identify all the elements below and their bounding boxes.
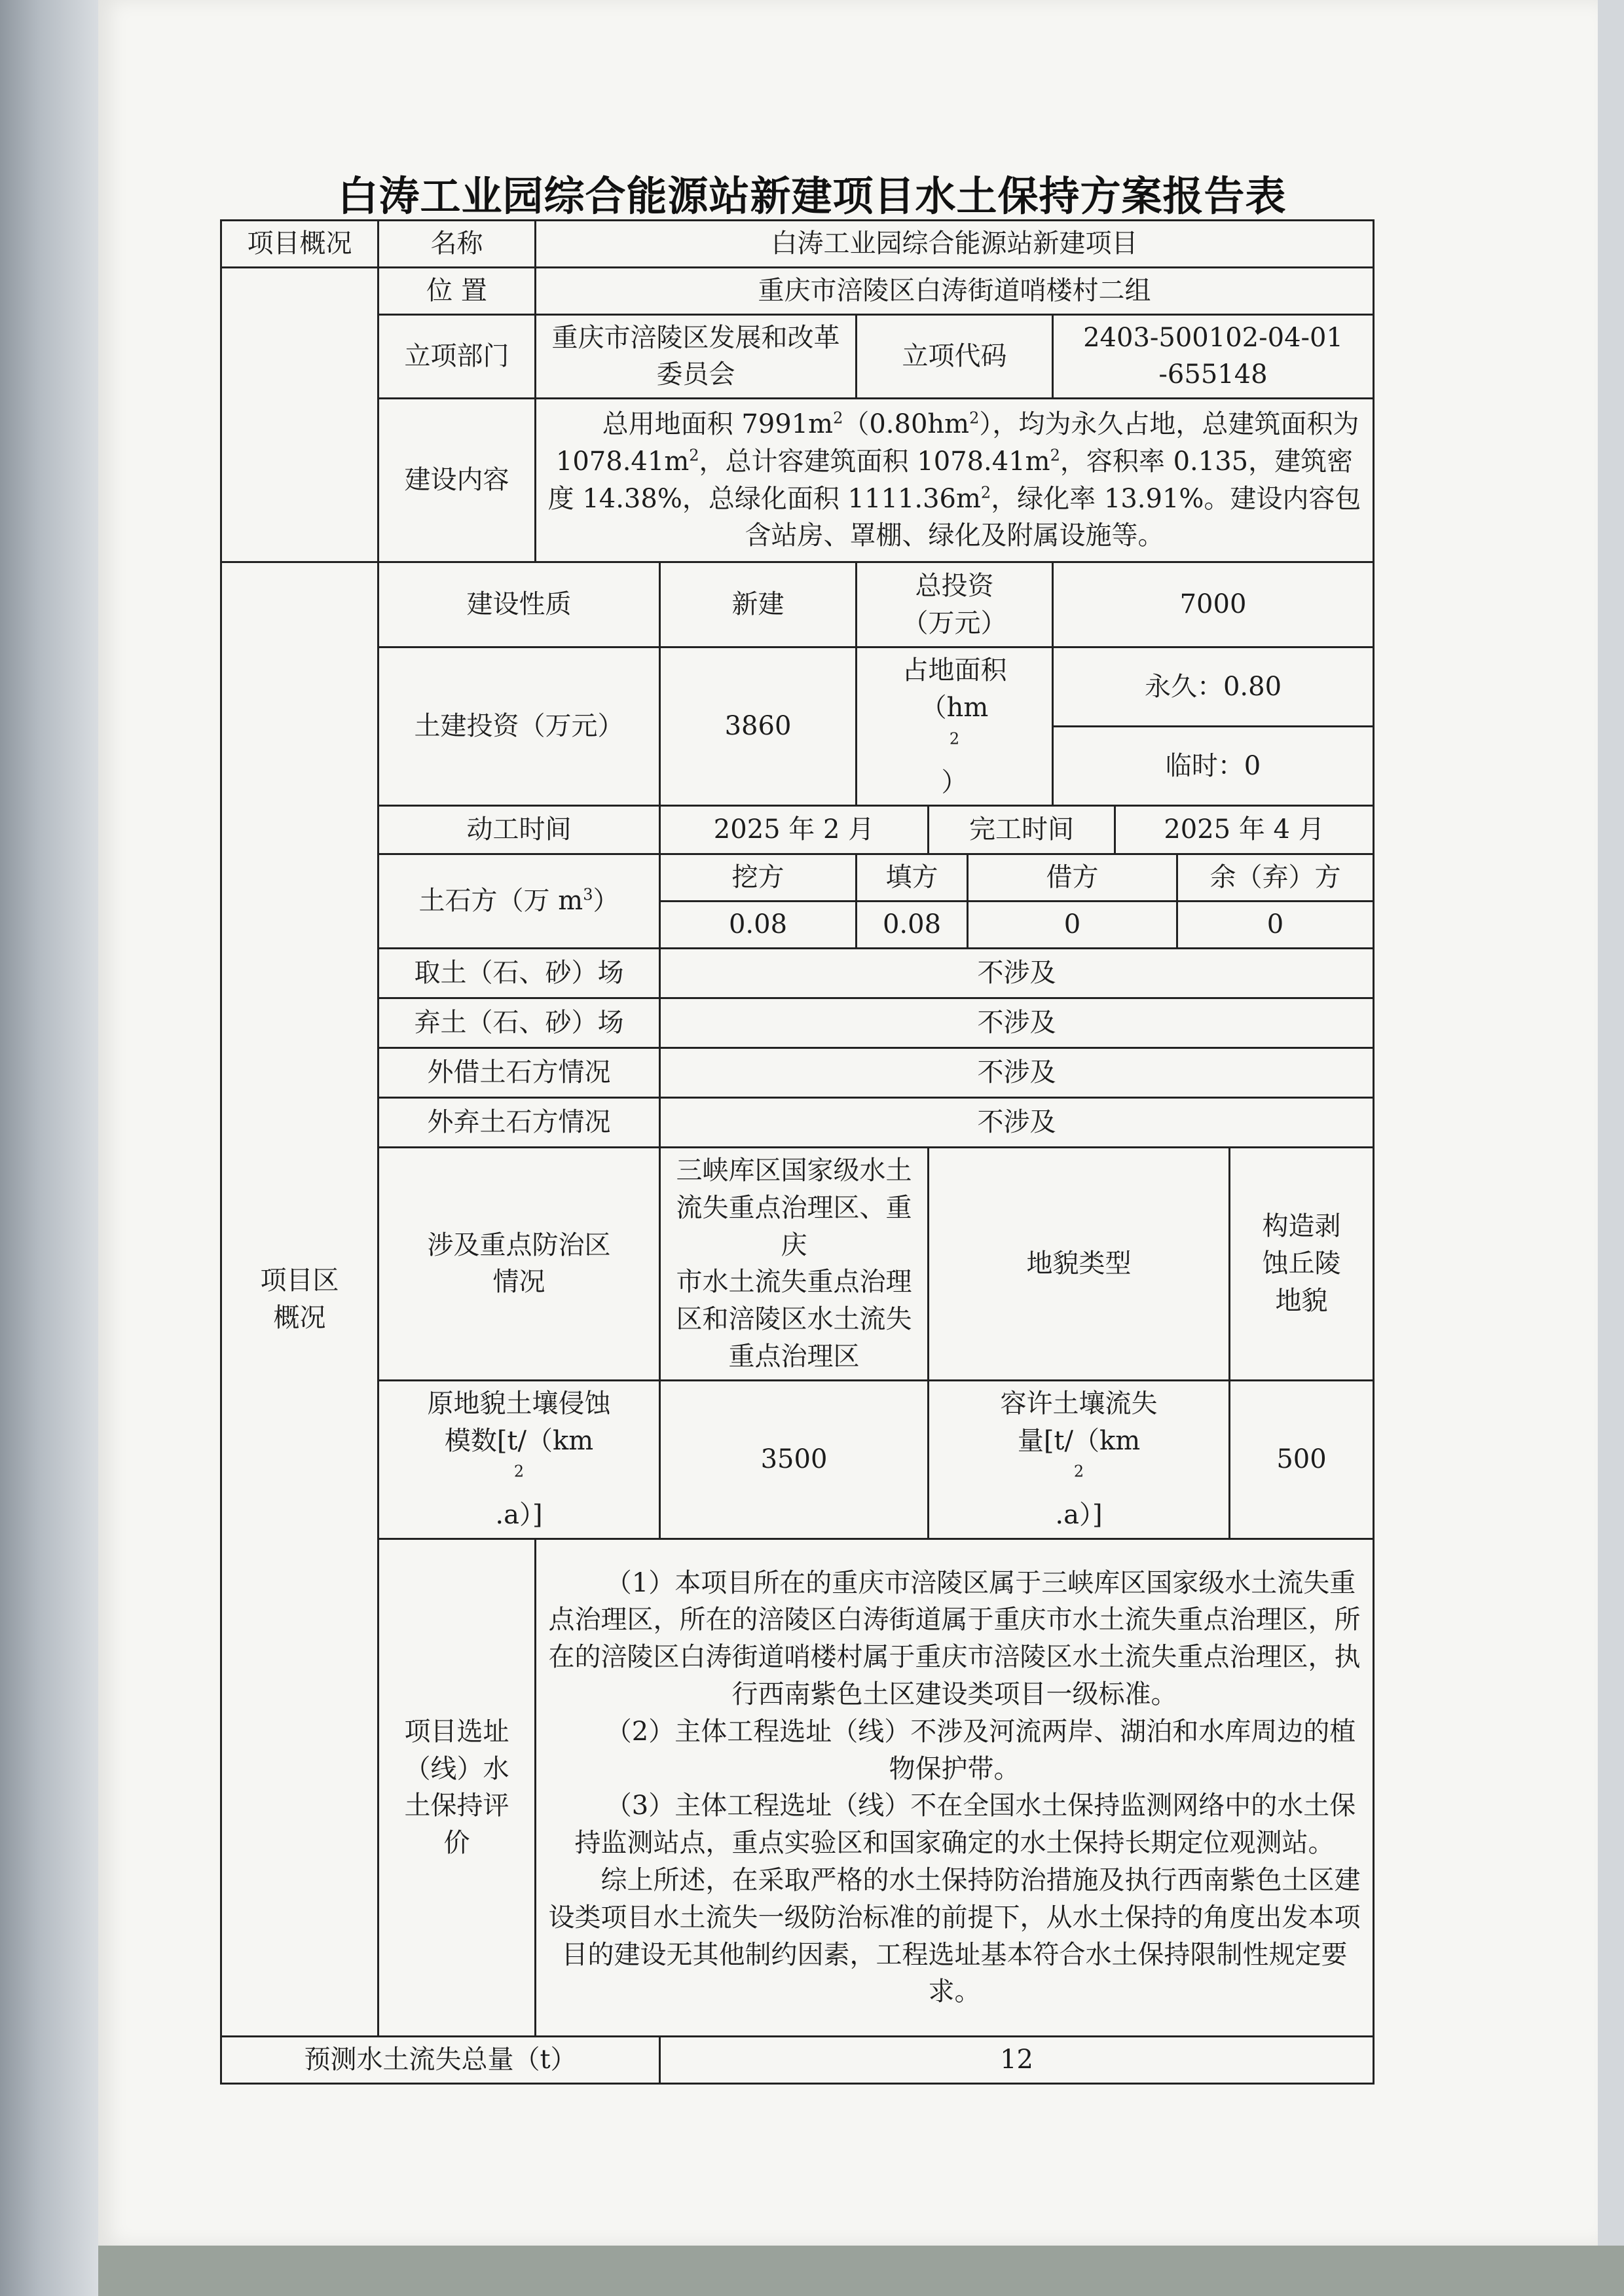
- code-value: 2403-500102-04-01 -655148: [1053, 314, 1374, 399]
- start-label: 动工时间: [378, 806, 660, 854]
- dept-label: 立项部门: [378, 314, 536, 399]
- erosion-label: 原地貌土壤侵蚀 模数[t/（km $^2$ .a）]: [378, 1380, 660, 1539]
- excavate-label: 挖方: [660, 854, 857, 902]
- quarry-value: 不涉及: [660, 948, 1374, 998]
- ext-borrow-value: 不涉及: [660, 1048, 1374, 1097]
- spoil-label: 余（弃）方: [1177, 854, 1374, 902]
- row-department: [221, 314, 1374, 399]
- land-temporary: 临时：0: [1053, 727, 1374, 806]
- excavate-value: 0.08: [660, 902, 857, 949]
- row-civil-1: [221, 647, 1374, 727]
- location-label: 位 置: [378, 267, 536, 314]
- ext-spoil-label: 外弃土石方情况: [378, 1097, 660, 1147]
- report-title: 白涛工业园综合能源站新建项目水土保持方案报告表: [337, 172, 1287, 220]
- scan-bottom-edge: [98, 2246, 1624, 2296]
- dept-value: 重庆市涪陵区发展和改革委员会: [536, 314, 857, 399]
- spoil-value: 0: [1177, 902, 1374, 949]
- section-label-area: 项目区 概况: [221, 562, 378, 2037]
- landform-label: 地貌类型: [929, 1147, 1230, 1380]
- land-permanent: 永久：0.80: [1053, 647, 1374, 727]
- scan-binding-edge: [0, 0, 98, 2296]
- key-zone-label: 涉及重点防治区 情况: [378, 1147, 660, 1380]
- section-label-overview: 项目概况: [221, 221, 378, 268]
- overview-blank-cell: [221, 267, 378, 562]
- fill-label: 填方: [857, 854, 968, 902]
- borrow-value: 0: [968, 902, 1177, 949]
- forecast-value: 12: [660, 2036, 1374, 2083]
- name-value: 白涛工业园综合能源站新建项目: [536, 221, 1374, 268]
- content-label: 建设内容: [378, 399, 536, 562]
- row-dates: [221, 806, 1374, 854]
- dump-value: 不涉及: [660, 998, 1374, 1048]
- row-key-zone: [221, 1147, 1374, 1380]
- end-value: 2025 年 4 月: [1115, 806, 1374, 854]
- name-label: 名称: [378, 221, 536, 268]
- row-forecast: [221, 2036, 1374, 2083]
- nature-label: 建设性质: [378, 562, 660, 647]
- row-location: [221, 267, 1374, 314]
- civil-label: 土建投资（万元）: [378, 647, 660, 806]
- row-dump: [221, 998, 1374, 1048]
- location-value: 重庆市涪陵区白涛街道哨楼村二组: [536, 267, 1374, 314]
- row-ext-spoil: [221, 1097, 1374, 1147]
- nature-value: 新建: [660, 562, 857, 647]
- dump-label: 弃土（石、砂）场: [378, 998, 660, 1048]
- evaluation-label: 项目选址 （线）水 土保持评 价: [378, 1539, 536, 2036]
- land-label: 占地面积 （hm $^2$ ）: [857, 647, 1053, 806]
- row-content: [221, 399, 1374, 562]
- allow-value: 500: [1230, 1380, 1374, 1539]
- invest-value: 7000: [1053, 562, 1374, 647]
- ext-borrow-label: 外借土石方情况: [378, 1048, 660, 1097]
- row-earthwork-1: [221, 854, 1374, 902]
- row-quarry: [221, 948, 1374, 998]
- report-table: [220, 219, 1375, 2085]
- key-zone-value: 三峡库区国家级水土 流失重点治理区、重庆 市水土流失重点治理 区和涪陵区水土流失 重点治理区: [660, 1147, 929, 1380]
- earthwork-label: 土石方（万 $m^3$）: [378, 854, 660, 949]
- quarry-label: 取土（石、砂）场: [378, 948, 660, 998]
- row-erosion: [221, 1380, 1374, 1539]
- fill-value: 0.08: [857, 902, 968, 949]
- code-label: 立项代码: [857, 314, 1053, 399]
- content-value: 总用地面积 $7991m^2(0.80hm^2)$，均为永久占地，总建筑面积为 $1078.41m^2$，总计容建筑面积 $1078.41m^2$，容积率 0.135，建筑密度 14.38%，总绿化面积 $1111.36m^2$，绿化率 13.91%。建设内容包含站房、罩棚、绿化及附属设施等。: [536, 399, 1374, 562]
- start-value: 2025 年 2 月: [660, 806, 929, 854]
- row-name: [221, 221, 1374, 268]
- civil-value: 3860: [660, 647, 857, 806]
- row-nature: [221, 562, 1374, 647]
- end-label: 完工时间: [929, 806, 1115, 854]
- scan-right-edge: [1598, 0, 1624, 2246]
- erosion-value: 3500: [660, 1380, 929, 1539]
- ext-spoil-value: 不涉及: [660, 1097, 1374, 1147]
- evaluation-text: （1）本项目所在的重庆市涪陵区属于三峡库区国家级水土流失重点治理区，所在的涪陵区白涛街道属于重庆市水土流失重点治理区，所在的涪陵区白涛街道哨楼村属于重庆市涪陵区水土流失重点治理区，执行西南紫色土区建设类项目一级标准。 （2）主体工程选址（线）不涉及河流两岸、湖泊和水库周边的植物保护带。 （3）主体工程选址（线）不在全国水土保持监测网络中的水土保持监测站点，重点实验区和国家确定的水土保持长期定位观测站。 综上所述，在采取严格的水土保持防治措施及执行西南紫色土区建设类项目水土流失一级防治标准的前提下，从水土保持的角度出发本项目的建设无其他制约因素，工程选址基本符合水土保持限制性规定要求。: [536, 1539, 1374, 2036]
- borrow-label: 借方: [968, 854, 1177, 902]
- row-evaluation: [221, 1539, 1374, 2036]
- invest-label: 总投资 （万元）: [857, 562, 1053, 647]
- landform-value: 构造剥 蚀丘陵 地貌: [1230, 1147, 1374, 1380]
- row-ext-borrow: [221, 1048, 1374, 1097]
- allow-label: 容许土壤流失 量[t/（km $^2$ .a）]: [929, 1380, 1230, 1539]
- forecast-label: 预测水土流失总量（t）: [221, 2036, 660, 2083]
